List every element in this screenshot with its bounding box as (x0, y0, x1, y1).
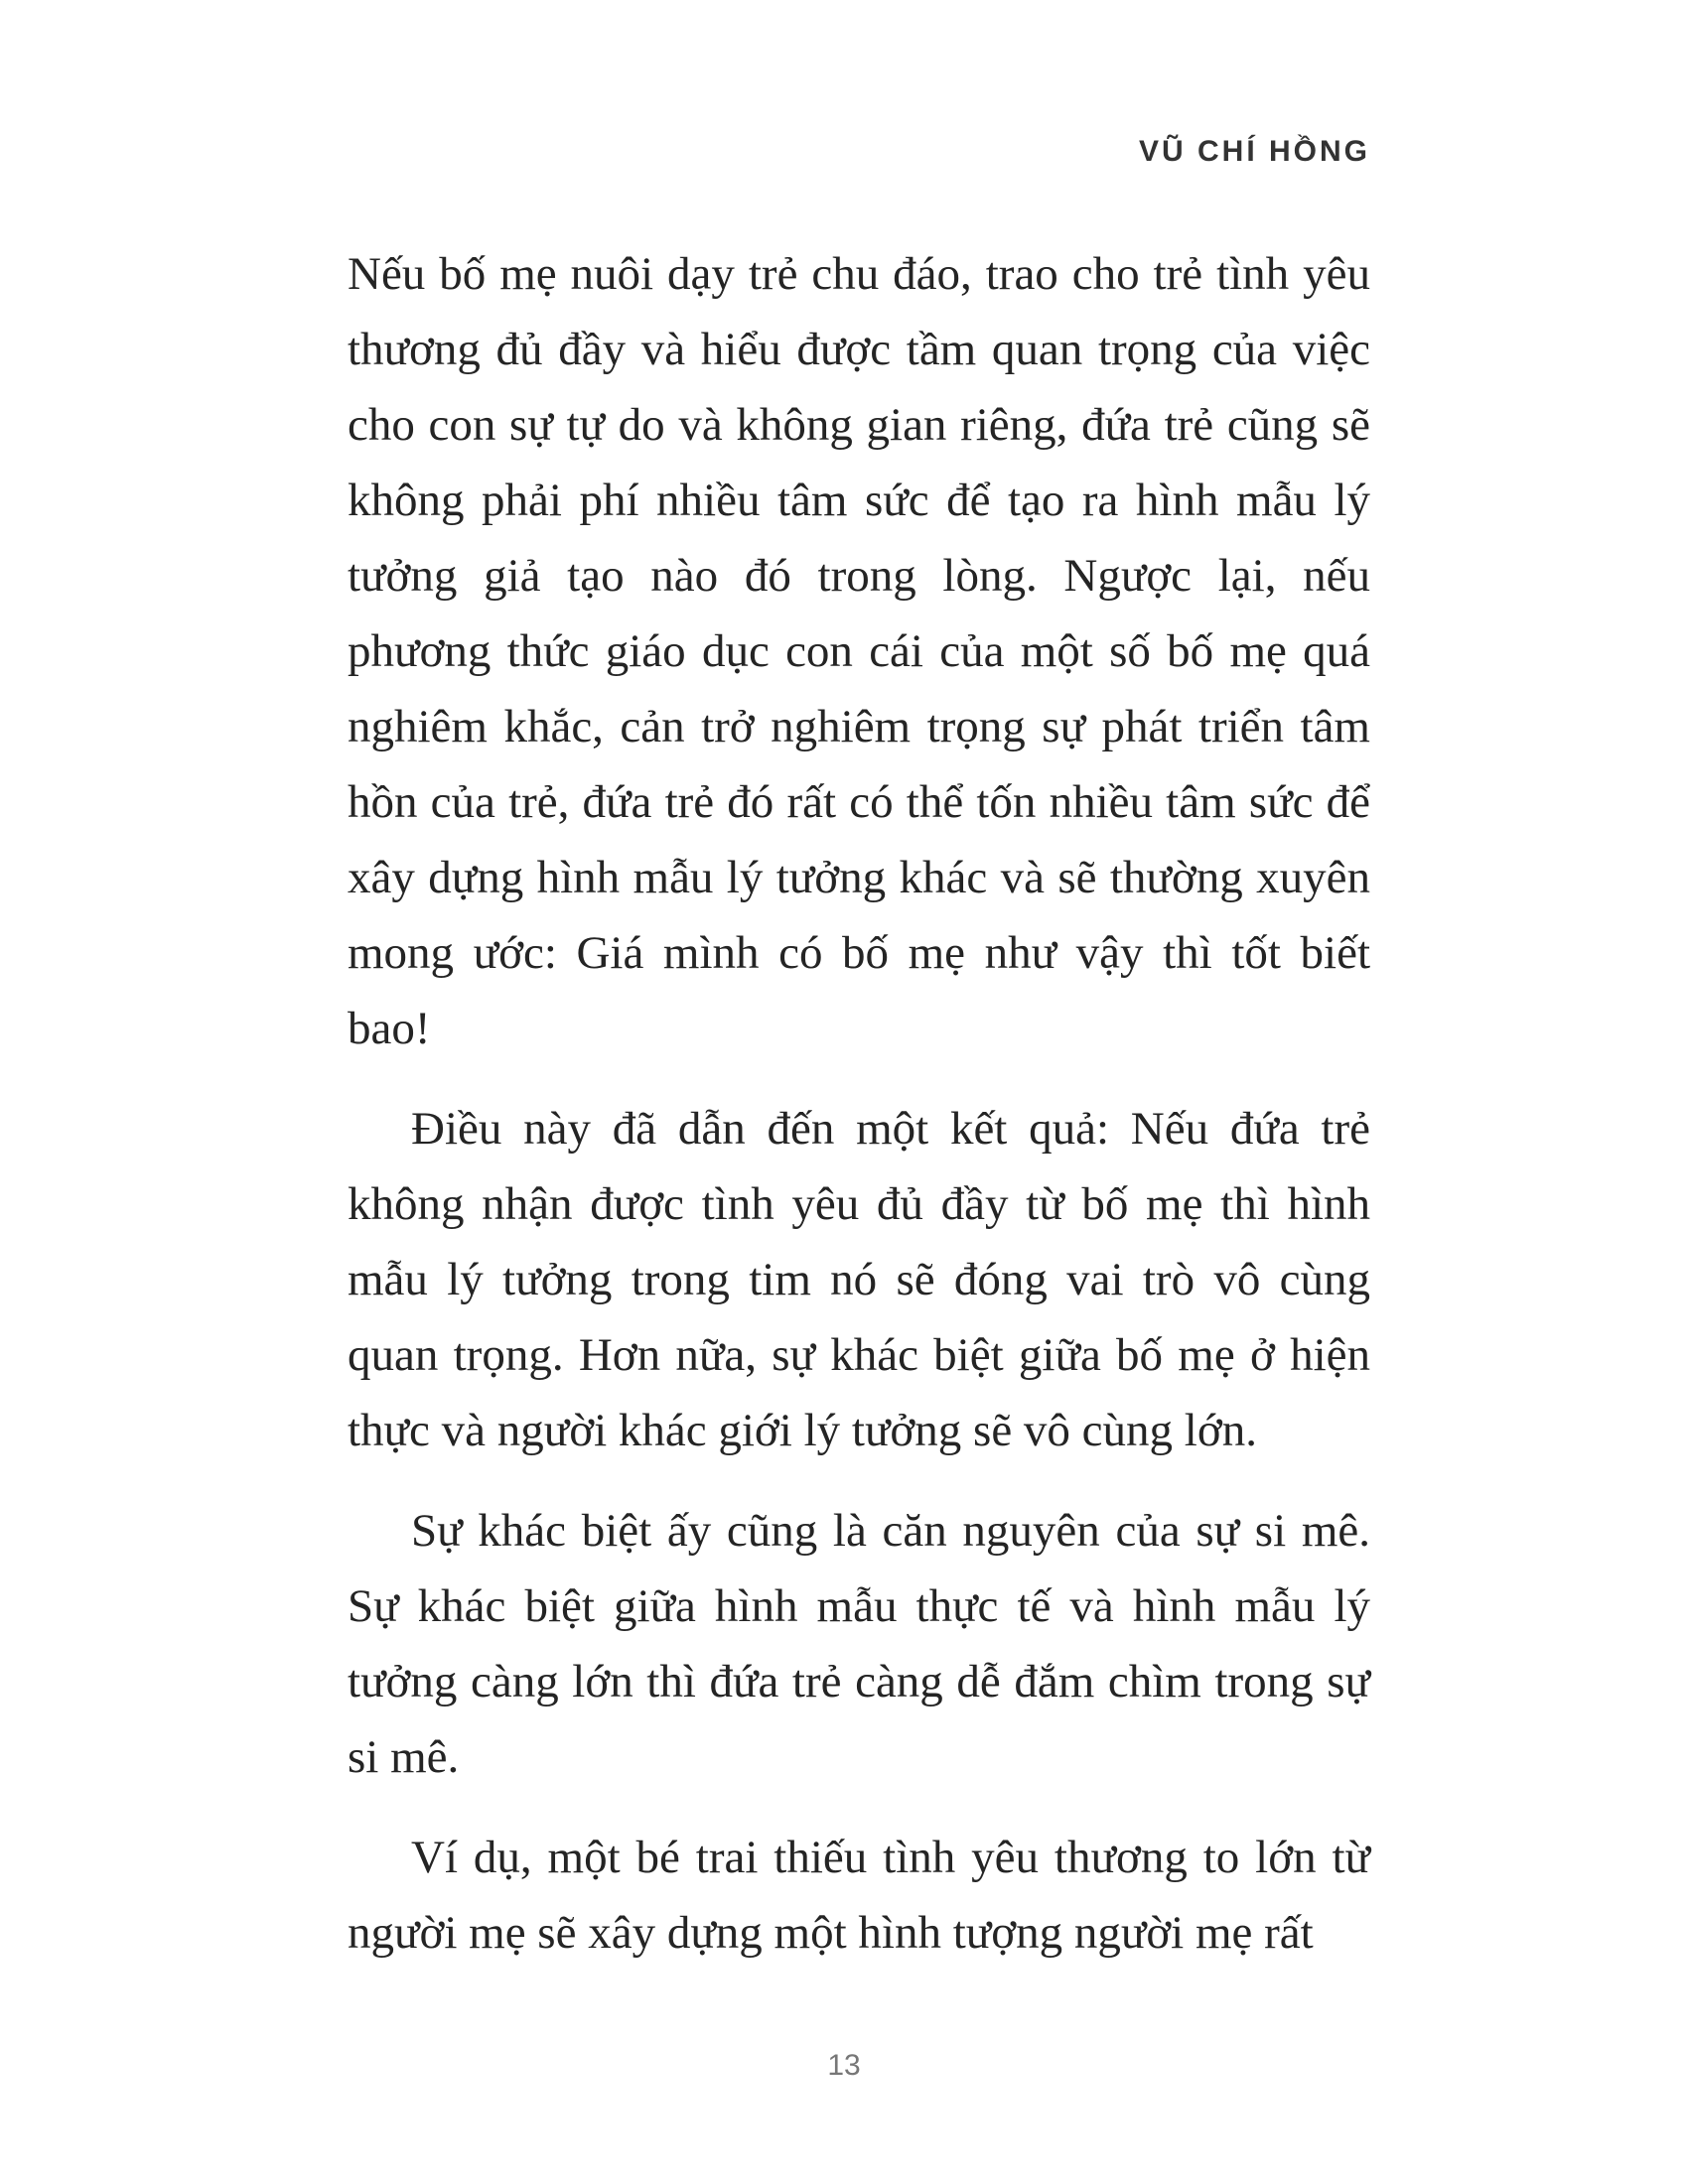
running-header-author: VŨ CHÍ HỒNG (1138, 135, 1370, 168)
page-body (348, 236, 1370, 1995)
body-paragraph: Ví dụ, một bé trai thiếu tình yêu thương to lớn từ người mẹ sẽ xây dựng một hình tượng người mẹ rất (348, 1832, 1370, 1959)
body-paragraph: Nếu bố mẹ nuôi dạy trẻ chu đáo, trao cho trẻ tình yêu thương đủ đầy và hiểu được tầm quan trọng của việc cho con sự tự do và không gian riêng, đứa trẻ cũng sẽ không phải phí nhiều tâm sức để tạo ra hình mẫu lý tưởng giả tạo nào đó trong lòng. Ngược lại, nếu phương thức giáo dục con cái của một số bố mẹ quá nghiêm khắc, cản trở nghiêm trọng sự phát triển tâm hồn của trẻ, đứa trẻ đó rất có thể tốn nhiều tâm sức để xây dựng hình mẫu lý tưởng khác và sẽ thường xuyên mong ước: Giá mình có bố mẹ như vậy thì tốt biết bao! (348, 248, 1370, 1054)
body-paragraph: Sự khác biệt ấy cũng là căn nguyên của sự si mê. Sự khác biệt giữa hình mẫu thực tế và hình mẫu lý tưởng càng lớn thì đứa trẻ càng dễ đắm chìm trong sự si mê. (348, 1505, 1370, 1783)
page-number: 13 (827, 2049, 861, 2082)
body-paragraph: Điều này đã dẫn đến một kết quả: Nếu đứa trẻ không nhận được tình yêu đủ đầy từ bố mẹ thì hình mẫu lý tưởng trong tim nó sẽ đóng vai trò vô cùng quan trọng. Hơn nữa, sự khác biệt giữa bố mẹ ở hiện thực và người khác giới lý tưởng sẽ vô cùng lớn. (348, 1103, 1370, 1456)
